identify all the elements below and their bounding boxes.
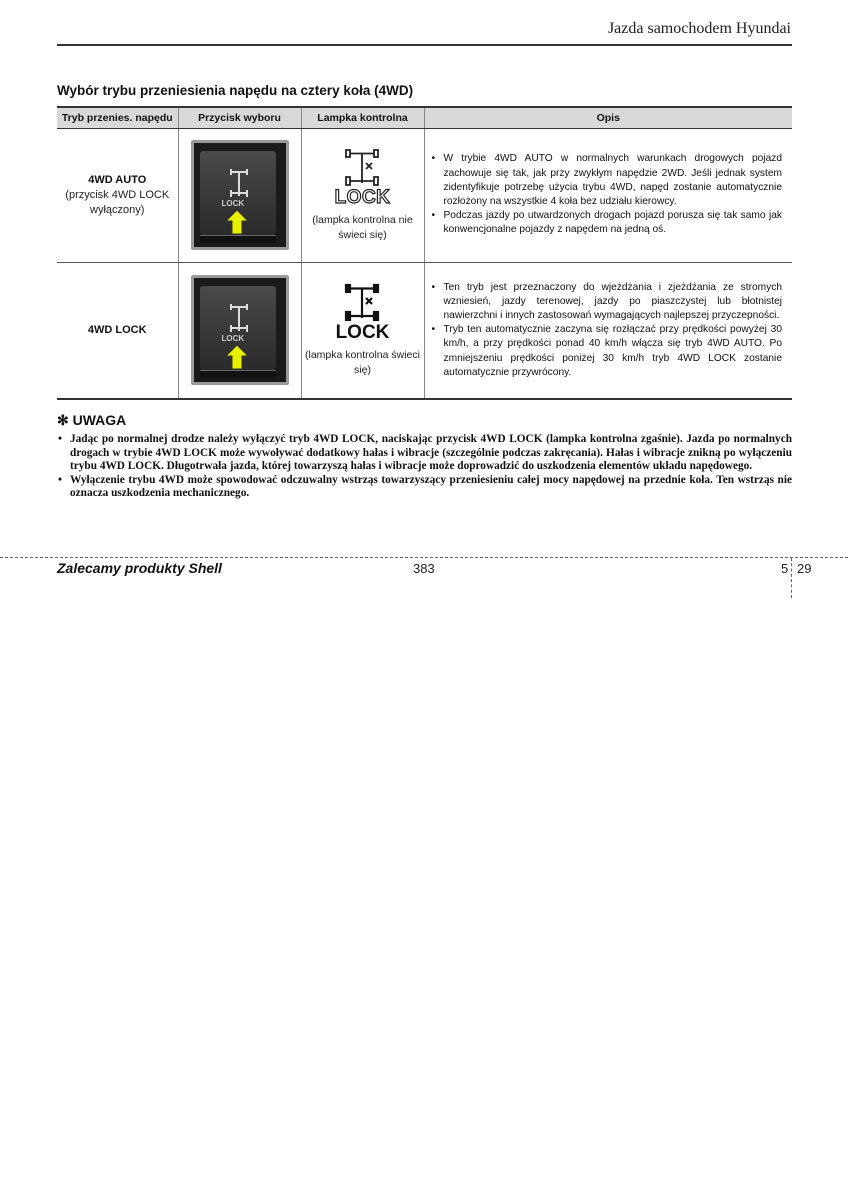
- document-page-number: 383: [413, 561, 435, 576]
- drivetrain-icon: [228, 169, 250, 199]
- button-face: [200, 151, 276, 235]
- 4wd-lock-button-image: [191, 275, 289, 385]
- chapter-page-number: 29: [797, 561, 812, 576]
- chapter-number: 5: [781, 561, 789, 576]
- mode-subtitle: (przycisk 4WD LOCK wyłączony): [65, 189, 170, 216]
- button-cell: [178, 262, 301, 399]
- footer-vertical-divider: [791, 558, 792, 598]
- button-bezel: [200, 370, 276, 378]
- 4wd-lock-button-image: [191, 140, 289, 250]
- description-cell: [424, 128, 792, 262]
- description-item: • Tryb ten automatycznie zaczyna się rozłączać przy prędkości powyżej 30 km/h, a przy prędkości ponad 40 km/h włącza się tryb 4WD AUTO. Po zmniejszeniu prędkości poniżej 30 km/h tryb 4WD LOCK zostanie automatycznie przywrócony.: [431, 323, 783, 380]
- footer-divider: [0, 557, 848, 558]
- button-lock-label: LOCK: [221, 199, 245, 208]
- footer-advert: Zalecamy produkty Shell: [57, 560, 222, 576]
- mode-cell: [57, 128, 178, 262]
- table-header-row: [57, 107, 792, 128]
- section-title: Wybór trybu przeniesienia napędu na cztery koła (4WD): [57, 83, 414, 98]
- header-rule: [57, 44, 792, 46]
- 4wd-lock-indicator-off-icon: [342, 147, 384, 187]
- column-header-lamp: Lampka kontrolna: [301, 107, 424, 128]
- button-cell: [178, 128, 301, 262]
- note-list: [57, 433, 792, 501]
- column-header-mode: Tryb przenies. napędu: [57, 107, 178, 128]
- column-header-button: Przycisk wyboru: [178, 107, 301, 128]
- description-item: • Podczas jazdy po utwardzonych drogach pojazd porusza się tak samo jak konwencjonalne pojazdy z napędem na jedną oś.: [431, 209, 783, 237]
- mode-name: 4WD AUTO: [88, 174, 147, 186]
- lamp-caption: (lampka kontrolna nie świeci się): [312, 214, 413, 241]
- button-face: [200, 286, 276, 370]
- description-item: • Ten tryb jest przeznaczony do wjeżdżania i zjeżdżania ze stromych wzniesień, jazdy terenowej, jazdy po piaszczystej lub błotnistej nawierzchni i innych zastosowań wymagających najlepszej przyczepności.: [431, 281, 783, 324]
- description-cell: [424, 262, 792, 399]
- button-bezel: [200, 235, 276, 243]
- note-item: • Wyłączenie trybu 4WD może spowodować odczuwalny wstrząs towarzyszący przeniesieniu całej mocy napędowej na przednie koła. Ten wstrząs nie oznacza uszkodzenia mechanicznego.: [57, 474, 792, 501]
- drivetrain-icon: [228, 304, 250, 334]
- lamp-lock-text: LOCK: [334, 187, 391, 208]
- button-lock-label: LOCK: [221, 334, 245, 344]
- lamp-cell: [301, 128, 424, 262]
- lamp-caption: (lampka kontrolna świeci się): [305, 349, 420, 377]
- press-arrow-icon: [225, 209, 249, 235]
- table-row: [57, 128, 792, 262]
- column-header-description: Opis: [424, 107, 792, 128]
- press-arrow-icon: [225, 344, 249, 370]
- table-row: [57, 262, 792, 399]
- mode-name: 4WD LOCK: [87, 324, 147, 337]
- mode-cell: [57, 262, 178, 399]
- running-header: Jazda samochodem Hyundai: [607, 20, 791, 37]
- description-item: • W trybie 4WD AUTO w normalnych warunkach drogowych pojazd zachowuje się tak, jak przy zwykłym napędzie 2WD. Jeśli jednak system zidentyfikuje potrzebę użycia trybu 4WD, napęd zostanie automatycznie rozłożony na wszystkie 4 koła bez udziału kierowcy.: [431, 152, 783, 209]
- note-heading: ✻ UWAGA: [57, 412, 127, 428]
- 4wd-lock-indicator-on-icon: [342, 282, 384, 322]
- lamp-lock-text: LOCK: [335, 322, 390, 344]
- lamp-cell: [301, 262, 424, 399]
- note-item: • Jadąc po normalnej drodze należy wyłączyć tryb 4WD LOCK, naciskając przycisk 4WD LOCK (lampka kontrolna zgaśnie). Jazda po normalnych drogach w trybie 4WD LOCK może wywoływać dodatkowy hałas i wibracje (szczególnie podczas zakręcania). Hałas i wibracje znikną po wyłączeniu trybu 4WD LOCK. Długotrwała jazda, której towarzyszą hałas i wibracje może doprowadzić do uszkodzenia elementów układu napędowego.: [57, 433, 792, 474]
- 4wd-mode-table: [57, 106, 792, 400]
